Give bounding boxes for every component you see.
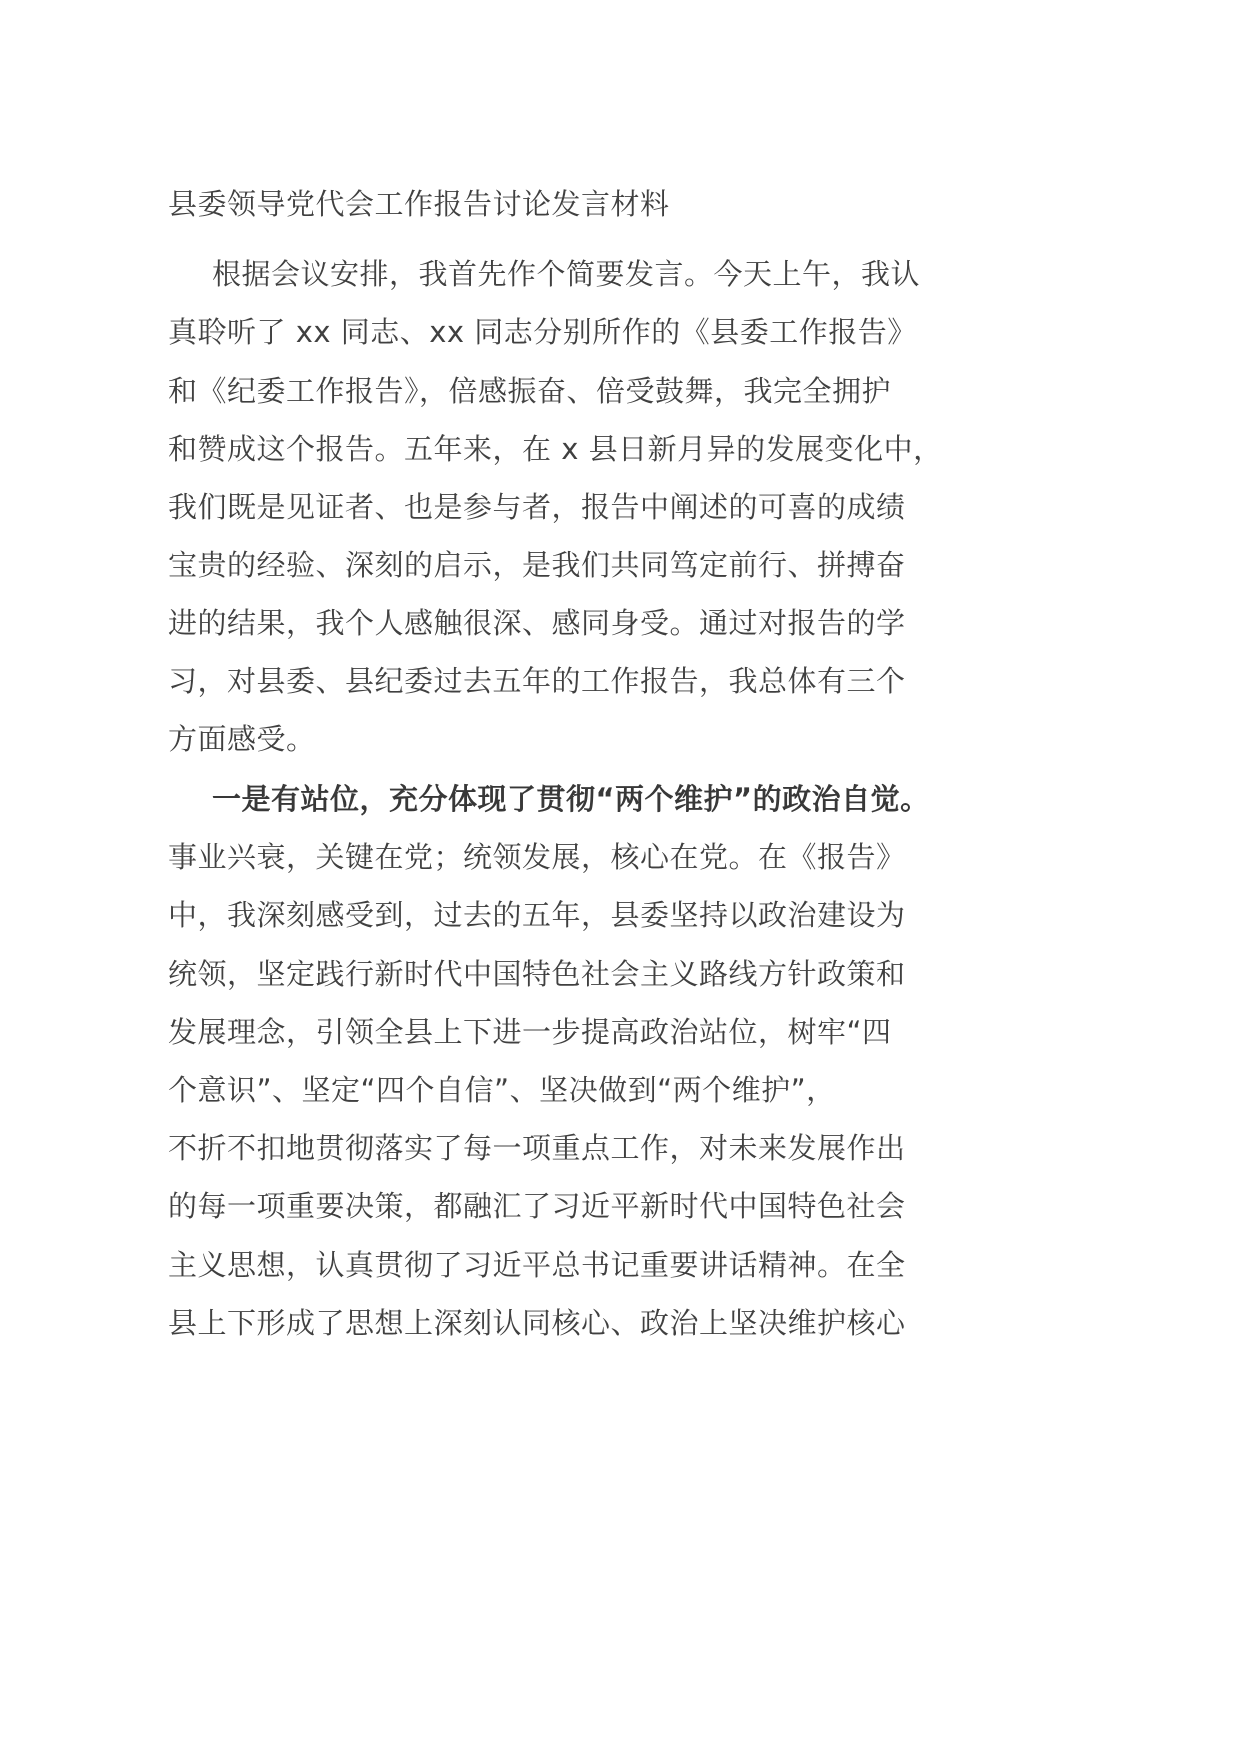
paragraph-line: 和赞成这个报告。五年来，在 x 县日新月异的发展变化中， [168,432,943,466]
paragraph-line: 主义思想，认真贯彻了习近平总书记重要讲话精神。在全 [168,1248,906,1282]
section-heading: 一是有站位，充分体现了贯彻“两个维护”的政治自觉。 [212,782,930,816]
paragraph-line: 宝贵的经验、深刻的启示，是我们共同笃定前行、拼搏奋 [168,548,906,582]
paragraph-line: 中，我深刻感受到，过去的五年，县委坚持以政治建设为 [168,898,906,932]
paragraph-line: 习，对县委、县纪委过去五年的工作报告，我总体有三个 [168,664,906,698]
paragraph-line: 进的结果，我个人感触很深、感同身受。通过对报告的学 [168,606,906,640]
paragraph-line: 不折不扣地贯彻落实了每一项重点工作，对未来发展作出 [168,1131,906,1165]
paragraph-line: 的每一项重要决策，都融汇了习近平新时代中国特色社会 [168,1189,906,1223]
paragraph-line: 县上下形成了思想上深刻认同核心、政治上坚决维护核心 [168,1306,906,1340]
paragraph-line: 和《纪委工作报告》，倍感振奋、倍受鼓舞，我完全拥护 [168,374,892,408]
paragraph-line: 统领，坚定践行新时代中国特色社会主义路线方针政策和 [168,957,906,991]
document-title: 县委领导党代会工作报告讨论发言材料 [168,187,670,221]
paragraph-line: 发展理念，引领全县上下进一步提高政治站位，树牢“四 [168,1015,892,1049]
paragraph-line: 方面感受。 [168,722,316,756]
paragraph-line: 个意识”、坚定“四个自信”、坚决做到“两个维护”， [168,1073,836,1107]
paragraph-line: 根据会议安排，我首先作个简要发言。今天上午，我认 [212,257,921,291]
paragraph-line: 真聆听了 xx 同志、xx 同志分别所作的《县委工作报告》 [168,315,917,349]
paragraph-line: 事业兴衰，关键在党；统领发展，核心在党。在《报告》 [168,840,906,874]
paragraph-line: 我们既是见证者、也是参与者，报告中阐述的可喜的成绩 [168,490,906,524]
